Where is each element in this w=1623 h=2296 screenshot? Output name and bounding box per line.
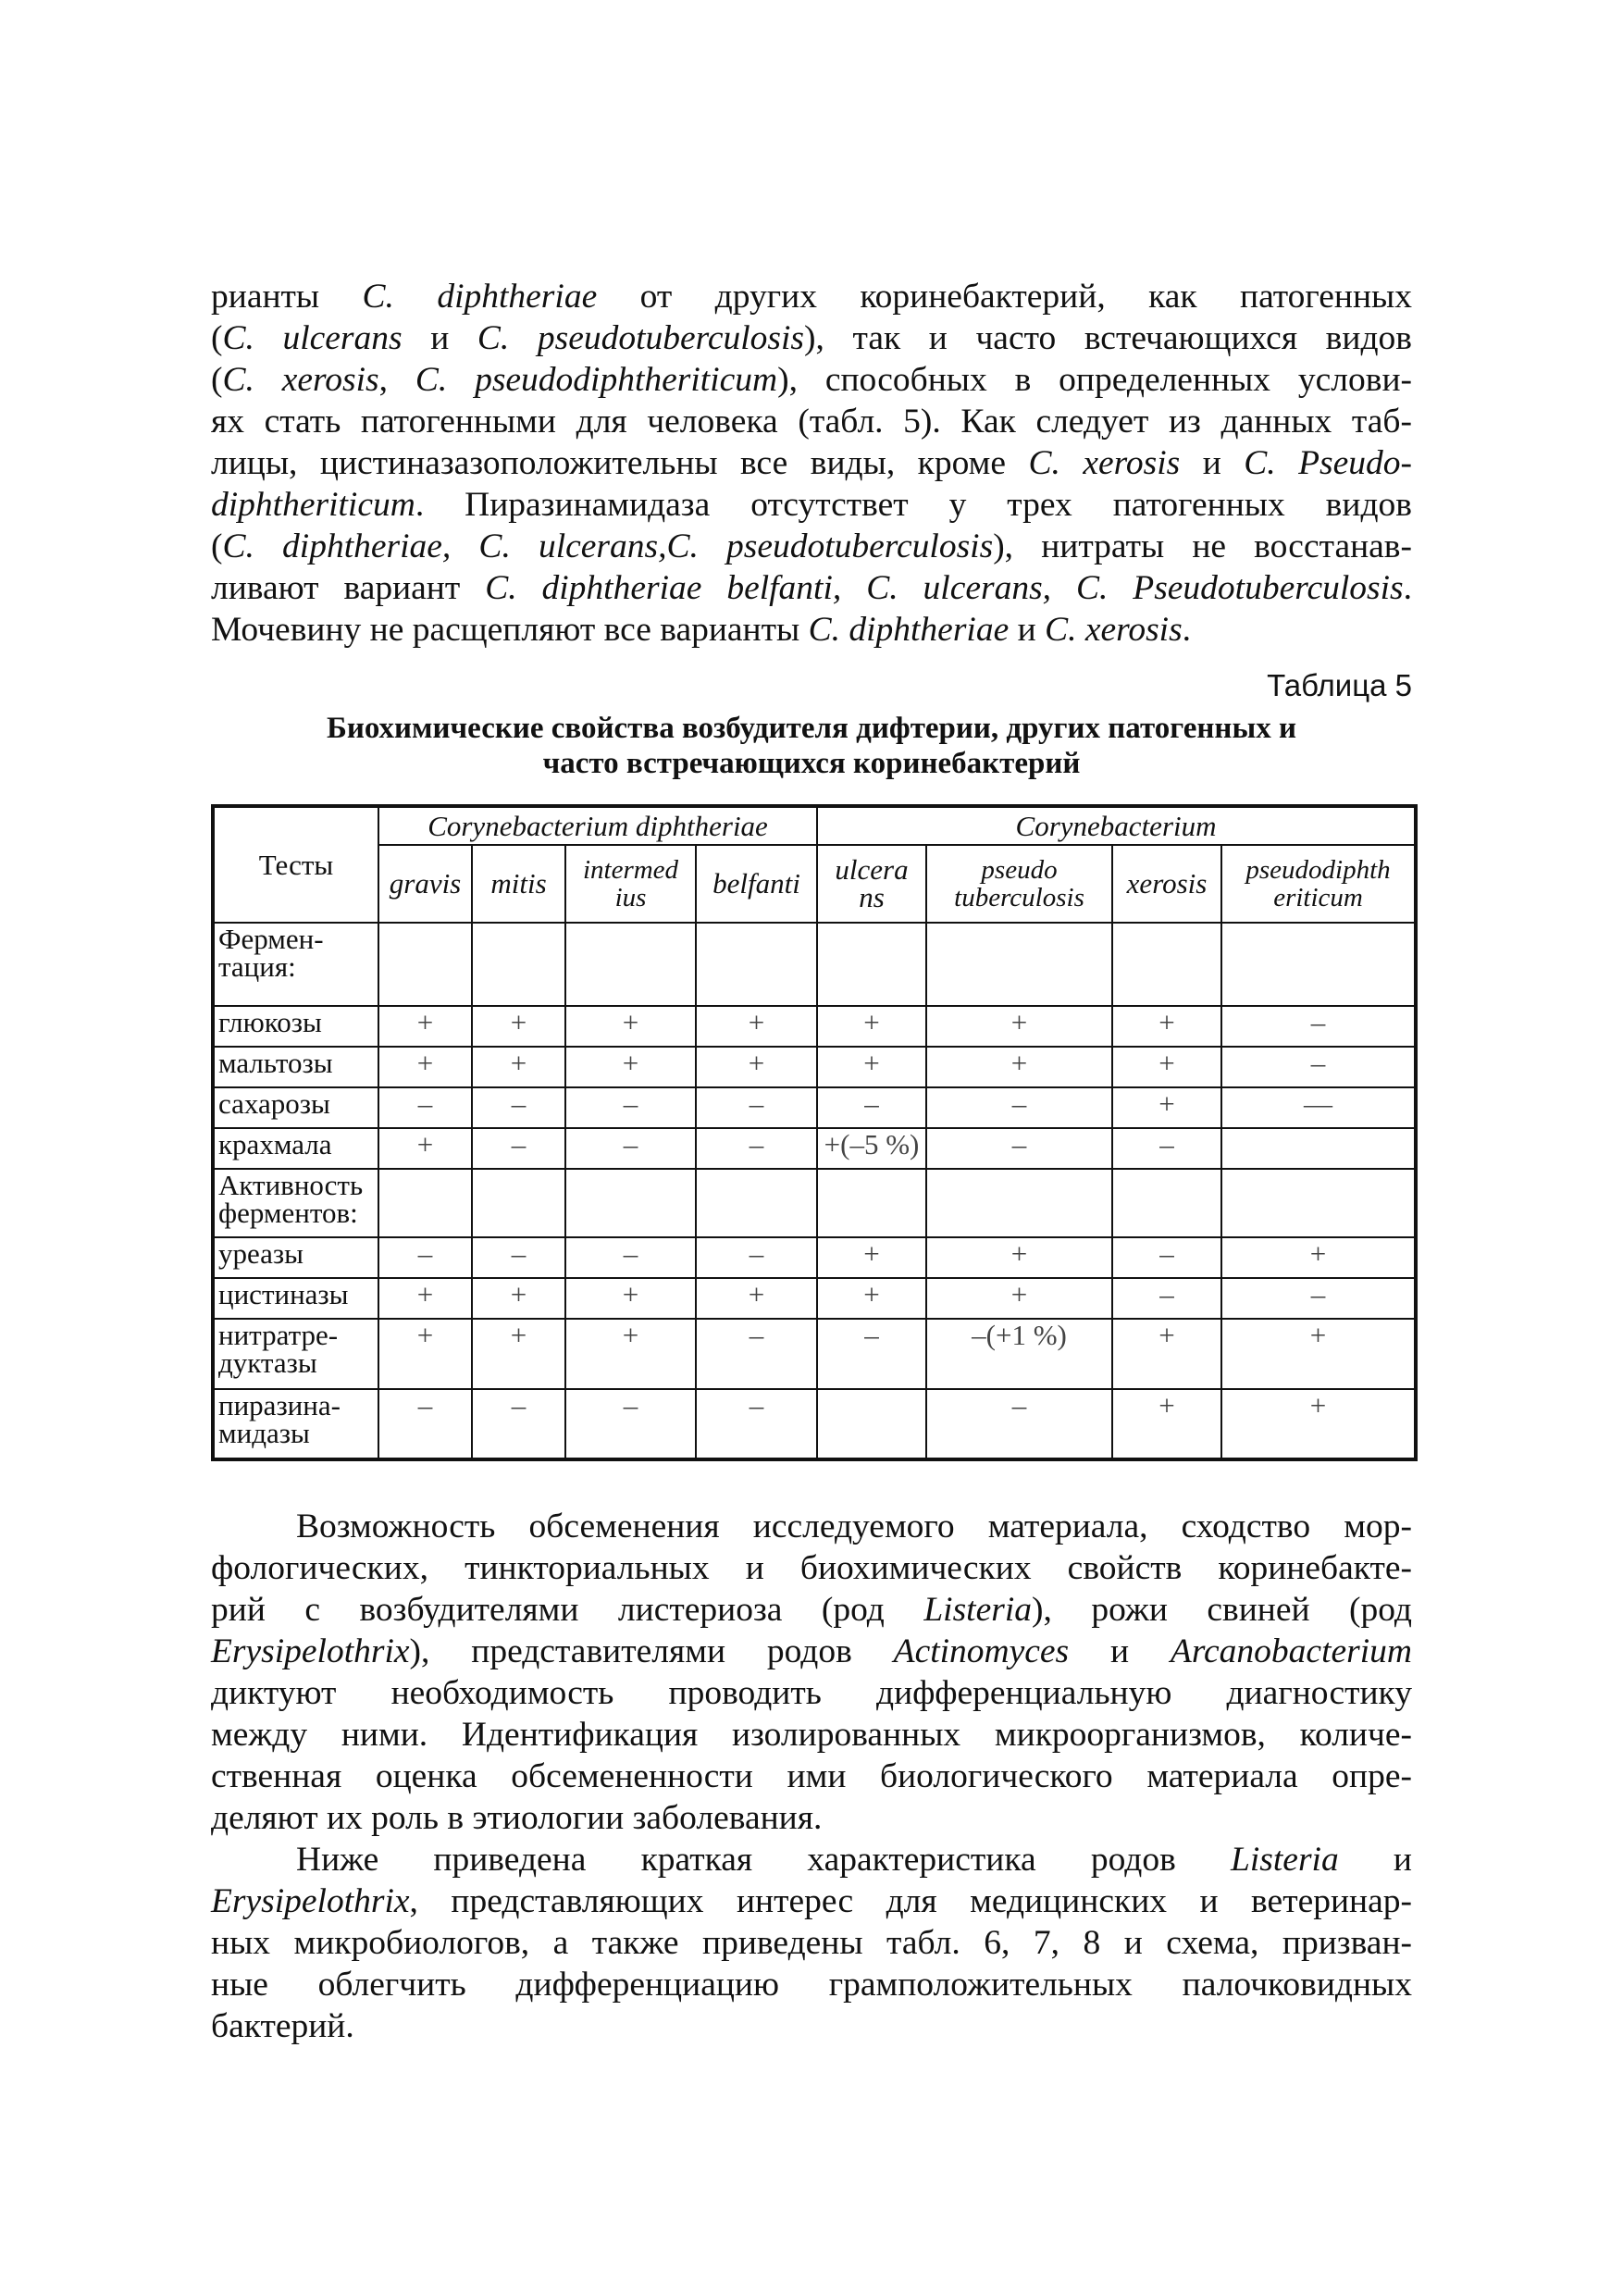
text-line xyxy=(211,1797,1412,1839)
text-run: и xyxy=(402,319,477,357)
table-row xyxy=(213,1389,1416,1459)
text-run: Возможность обсеменения исследуемого материала, сходство мор- xyxy=(296,1508,1412,1545)
table-cell: – xyxy=(817,1087,926,1128)
italic-term: Erysipelothrix xyxy=(211,1882,410,1920)
table-cell: + xyxy=(472,1006,565,1047)
table-cell xyxy=(696,1169,817,1237)
table-cell xyxy=(696,923,817,1006)
table-cell xyxy=(1112,1169,1221,1237)
italic-term: C. pseudotuberculosis xyxy=(477,319,805,357)
table-row xyxy=(213,1237,1416,1278)
italic-term: C. diphtheriae xyxy=(808,611,1010,649)
table-cell xyxy=(1221,923,1416,1006)
row-label: крахмала xyxy=(213,1128,378,1169)
table-cell: + xyxy=(696,1006,817,1047)
table-cell: + xyxy=(1221,1319,1416,1389)
table-cell: + xyxy=(565,1278,696,1319)
table-cell: – xyxy=(378,1237,472,1278)
text-run: ях стать патогенными для человека (табл. 5). Как следует из данных таб- xyxy=(211,403,1412,441)
italic-term: C. Pseudo- xyxy=(1244,444,1412,482)
paragraph-genera-description xyxy=(211,1839,1412,2047)
table-cell: – xyxy=(565,1237,696,1278)
table-cell xyxy=(817,1169,926,1237)
text-line xyxy=(211,1922,1412,1964)
text-line xyxy=(211,567,1412,609)
text-run: между ними. Идентификация изолированных микроорганизмов, количе- xyxy=(211,1716,1412,1754)
table-cell: – xyxy=(1112,1128,1221,1169)
text-run: ), так и часто встечающихся видов xyxy=(804,319,1412,357)
table-cell: – xyxy=(472,1389,565,1459)
italic-term: C. diphtheriae belfanti, C. ulcerans, C. Pseudotuberculosis xyxy=(485,569,1404,607)
intro-paragraph xyxy=(211,276,1412,651)
table-cell: – xyxy=(1112,1278,1221,1319)
table-cell: + xyxy=(472,1278,565,1319)
italic-term: diphtheriticum xyxy=(211,486,415,524)
table-cell xyxy=(817,1389,926,1459)
table-cell: + xyxy=(696,1278,817,1319)
text-run: . xyxy=(1403,569,1412,607)
text-line xyxy=(211,1880,1412,1922)
row-label: мальтозы xyxy=(213,1047,378,1087)
text-line xyxy=(211,1631,1412,1672)
text-run: ( xyxy=(211,319,223,357)
table-row xyxy=(213,1006,1416,1047)
table-cell: – xyxy=(472,1237,565,1278)
table-cell xyxy=(472,1169,565,1237)
italic-term: C. xerosis xyxy=(1028,444,1181,482)
column-header: pseudo tuberculosis xyxy=(926,845,1112,923)
table-cell xyxy=(1221,1128,1416,1169)
table-row xyxy=(213,1128,1416,1169)
table-cell xyxy=(926,1169,1112,1237)
text-line xyxy=(211,1756,1412,1797)
italic-term: C. ulcerans xyxy=(222,319,403,357)
italic-term: Listeria xyxy=(1231,1841,1339,1879)
text-run: деляют их роль в этиологии заболевания. xyxy=(211,1799,823,1837)
text-run: и xyxy=(1009,611,1046,649)
text-run: . xyxy=(1182,611,1192,649)
table-cell: + xyxy=(472,1319,565,1389)
text-line xyxy=(211,1714,1412,1756)
italic-term: Arcanobacterium xyxy=(1170,1632,1412,1670)
table-cell: + xyxy=(1112,1006,1221,1047)
table-cell: + xyxy=(565,1319,696,1389)
row-label: нитратре-дуктазы xyxy=(213,1319,378,1389)
row-label: Фермен-тация: xyxy=(213,923,378,1006)
table-cell xyxy=(926,923,1112,1006)
table-row xyxy=(213,1169,1416,1237)
biochemical-properties-table xyxy=(211,804,1418,1461)
italic-term: C. diphtheriae, C. ulcerans,C. pseudotuberculosis xyxy=(222,527,994,565)
text-run: бактерий. xyxy=(211,2007,354,2045)
italic-term: C. xerosis xyxy=(222,361,379,399)
table-cell: + xyxy=(817,1006,926,1047)
text-run: фологических, тинкториальных и биохимических свойств коринебакте- xyxy=(211,1549,1412,1587)
text-run: от других коринебактерий, как патогенных xyxy=(597,278,1413,316)
table-title-line-2: часто встречающихся коринебактерий xyxy=(542,747,1081,780)
row-label: глюкозы xyxy=(213,1006,378,1047)
row-label: уреазы xyxy=(213,1237,378,1278)
table-cell: – xyxy=(696,1237,817,1278)
text-line xyxy=(211,1506,1412,1547)
column-header: mitis xyxy=(472,845,565,923)
table-cell: + xyxy=(1112,1319,1221,1389)
column-header: gravis xyxy=(378,845,472,923)
text-run: ( xyxy=(211,527,223,565)
text-run: Ниже приведена краткая характеристика родов xyxy=(296,1841,1232,1879)
table-cell xyxy=(565,923,696,1006)
table-cell xyxy=(1112,923,1221,1006)
text-run: ные облегчить дифференциацию грамположительных палочковидных xyxy=(211,1966,1412,2004)
text-run: ливают вариант xyxy=(211,569,486,607)
text-line xyxy=(211,442,1412,484)
row-label: сахарозы xyxy=(213,1087,378,1128)
table-cell: + xyxy=(472,1047,565,1087)
table-cell: + xyxy=(378,1278,472,1319)
text-run: рианты xyxy=(211,278,363,316)
table-cell xyxy=(817,923,926,1006)
table-cell: + xyxy=(817,1047,926,1087)
table-row xyxy=(213,1319,1416,1389)
table-cell: + xyxy=(1221,1237,1416,1278)
italic-term: C. pseudodiphtheriticum xyxy=(415,361,778,399)
tests-header: Тесты xyxy=(213,806,378,923)
table-cell xyxy=(1221,1169,1416,1237)
table-cell: + xyxy=(817,1278,926,1319)
text-run: , xyxy=(378,361,415,399)
table-cell: + xyxy=(378,1319,472,1389)
table-cell: + xyxy=(565,1047,696,1087)
table-cell: + xyxy=(565,1006,696,1047)
italic-term: Erysipelothrix xyxy=(211,1632,410,1670)
group-header-diphtheriae: Corynebacterium diphtheriae xyxy=(378,806,817,845)
text-line xyxy=(211,526,1412,567)
text-run: ), нитраты не восстанав- xyxy=(993,527,1412,565)
text-line xyxy=(211,609,1412,651)
italic-term: C. xerosis xyxy=(1045,611,1183,649)
text-run: Мочевину не расщепляют все варианты xyxy=(211,611,809,649)
table-cell: –(+1 %) xyxy=(926,1319,1112,1389)
text-run: лицы, цистиназазоположительны все виды, кроме xyxy=(211,444,1029,482)
text-line xyxy=(211,1672,1412,1714)
table-cell: +(–5 %) xyxy=(817,1128,926,1169)
table-cell: – xyxy=(1112,1237,1221,1278)
text-line xyxy=(211,317,1412,359)
text-line xyxy=(211,1839,1412,1880)
table-title xyxy=(211,711,1412,781)
text-run: рий с возбудителями листериоза (род xyxy=(211,1591,924,1629)
table-cell: + xyxy=(926,1237,1112,1278)
table-label: Таблица 5 xyxy=(1267,668,1412,702)
row-label: Активность ферментов: xyxy=(213,1169,378,1237)
table-cell: – xyxy=(696,1128,817,1169)
table-row xyxy=(213,923,1416,1006)
text-line xyxy=(211,1547,1412,1589)
table-cell: + xyxy=(926,1006,1112,1047)
text-run: и xyxy=(1069,1632,1171,1670)
row-label: цистиназы xyxy=(213,1278,378,1319)
table-row xyxy=(213,1278,1416,1319)
text-line xyxy=(211,484,1412,526)
column-header: intermed ius xyxy=(565,845,696,923)
text-run: ных микробиологов, а также приведены табл. 6, 7, 8 и схема, призван- xyxy=(211,1924,1412,1962)
table-cell: – xyxy=(696,1389,817,1459)
text-run: , представляющих интерес для медицинских и ветеринар- xyxy=(409,1882,1412,1920)
table-cell: – xyxy=(1221,1047,1416,1087)
table-cell: – xyxy=(378,1087,472,1128)
table-cell: – xyxy=(1221,1278,1416,1319)
table-row xyxy=(213,1087,1416,1128)
text-run: ственная оценка обсемененности ими биологического материала опре- xyxy=(211,1757,1412,1795)
table-cell: – xyxy=(565,1087,696,1128)
table-cell: – xyxy=(817,1319,926,1389)
text-line xyxy=(211,401,1412,442)
table-cell: + xyxy=(1112,1087,1221,1128)
table-cell xyxy=(378,923,472,1006)
table-cell: + xyxy=(926,1047,1112,1087)
column-header: belfanti xyxy=(696,845,817,923)
table-cell: – xyxy=(472,1128,565,1169)
italic-term: Actinomyces xyxy=(893,1632,1070,1670)
table-cell: — xyxy=(1221,1087,1416,1128)
italic-term: Listeria xyxy=(923,1591,1033,1629)
table-cell: – xyxy=(696,1319,817,1389)
text-line xyxy=(211,1964,1412,2005)
text-run: . Пиразинамидаза отсутствет у трех патогенных видов xyxy=(415,486,1412,524)
text-run: ), представителями родов xyxy=(409,1632,894,1670)
table-cell: + xyxy=(926,1278,1112,1319)
text-run: ), рожи свиней (род xyxy=(1032,1591,1412,1629)
table-cell: – xyxy=(696,1087,817,1128)
table-title-line-1: Биохимические свойства возбудителя дифтерии, других патогенных и xyxy=(327,712,1296,745)
table-cell: + xyxy=(378,1128,472,1169)
row-label: пиразина-мидазы xyxy=(213,1389,378,1459)
text-line xyxy=(211,359,1412,401)
table-cell: – xyxy=(926,1389,1112,1459)
table-cell: – xyxy=(926,1087,1112,1128)
table-cell: – xyxy=(565,1389,696,1459)
text-line xyxy=(211,2005,1412,2047)
table-cell: + xyxy=(817,1237,926,1278)
text-run: и xyxy=(1338,1841,1412,1879)
table-cell: – xyxy=(472,1087,565,1128)
column-header: ulcera ns xyxy=(817,845,926,923)
paragraph-differential-diagnosis xyxy=(211,1506,1412,1839)
table-cell: – xyxy=(378,1389,472,1459)
column-header: xerosis xyxy=(1112,845,1221,923)
table-cell: – xyxy=(926,1128,1112,1169)
table-cell: – xyxy=(565,1128,696,1169)
table-row xyxy=(213,1047,1416,1087)
table-cell: + xyxy=(378,1047,472,1087)
table-cell: + xyxy=(1112,1389,1221,1459)
table-cell: – xyxy=(1221,1006,1416,1047)
table-cell: + xyxy=(378,1006,472,1047)
text-line xyxy=(211,276,1412,317)
table-cell xyxy=(565,1169,696,1237)
column-header: pseudodiphth eriticum xyxy=(1221,845,1416,923)
text-run: ), способных в определенных услови- xyxy=(777,361,1412,399)
text-run: и xyxy=(1180,444,1245,482)
table-cell xyxy=(378,1169,472,1237)
table-cell: + xyxy=(1221,1389,1416,1459)
table-cell: + xyxy=(696,1047,817,1087)
text-line xyxy=(211,1589,1412,1631)
italic-term: C. diphtheriae xyxy=(362,278,598,316)
group-header-corynebacterium: Corynebacterium xyxy=(817,806,1416,845)
table-cell xyxy=(472,923,565,1006)
table-cell: + xyxy=(1112,1047,1221,1087)
text-run: ( xyxy=(211,361,223,399)
text-run: диктуют необходимость проводить дифференциальную диагностику xyxy=(211,1674,1412,1712)
